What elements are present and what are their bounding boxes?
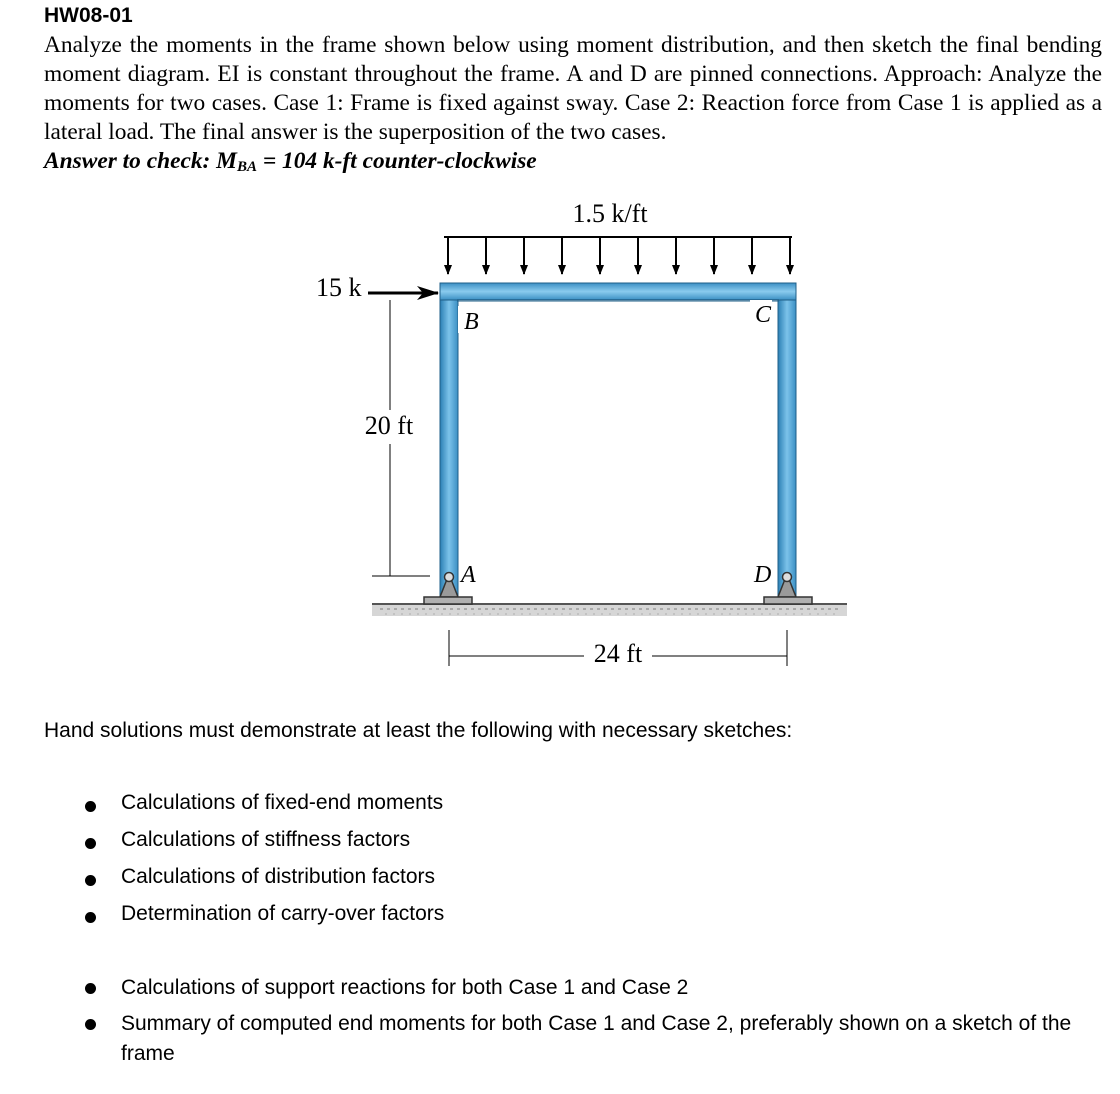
frame-diagram (0, 190, 1120, 690)
requirements-intro: Hand solutions must demonstrate at least the following with necessary sketches: (44, 719, 793, 742)
joint-d-label: D (754, 562, 772, 588)
point-load (316, 273, 438, 302)
frame-members (440, 283, 796, 597)
span-dimension (449, 630, 787, 668)
assignment-title: HW08-01 (44, 4, 133, 27)
list-item: Calculations of stiffness factors (0, 828, 1101, 865)
joint-c-label: C (755, 302, 772, 328)
list-item: Calculations of distribution factors (0, 865, 1101, 902)
distributed-load-label: 1.5 k/ft (572, 199, 648, 228)
ground (372, 604, 847, 616)
answer-prefix: Answer to check: M (44, 148, 237, 174)
list-item: Calculations of fixed-end moments (0, 791, 1101, 828)
list-item: Calculations of support reactions for both Case 1 and Case 2 (0, 973, 1101, 1003)
frame-figure (0, 190, 1120, 690)
point-load-label: 15 k (316, 273, 362, 302)
height-dimension (365, 300, 430, 576)
requirements-list-2 (0, 973, 1101, 1075)
beam-bc (440, 283, 796, 300)
span-dimension-label: 24 ft (593, 639, 643, 668)
joint-a-label: A (461, 562, 476, 588)
distributed-load (444, 199, 792, 274)
list-item: Determination of carry-over factors (0, 902, 1101, 939)
requirements-list-1 (0, 791, 1101, 939)
answer-value: = 104 k-ft counter-clockwise (257, 148, 537, 174)
joint-b-label: B (464, 309, 479, 335)
column-cd (778, 283, 796, 597)
problem-statement (44, 31, 1102, 182)
answer-check (44, 147, 1102, 182)
list-item: Summary of computed end moments for both Case 1 and Case 2, preferably shown on a sketch of the frame (0, 1009, 1101, 1069)
height-dimension-label: 20 ft (364, 411, 414, 440)
problem-paragraph: Analyze the moments in the frame shown below using moment distribution, and then sketch the final bending moment diagram. EI is constant throughout the frame. A and D are pinned connections. Approach: Analyze the moments for two cases. Case 1: Frame is fixed against sway. Case 2: Reaction force from Case 1 is applied as a lateral load. The final answer is the superposition of the two cases. (44, 32, 1102, 145)
column-ab (440, 283, 458, 597)
answer-subscript: BA (236, 159, 257, 175)
